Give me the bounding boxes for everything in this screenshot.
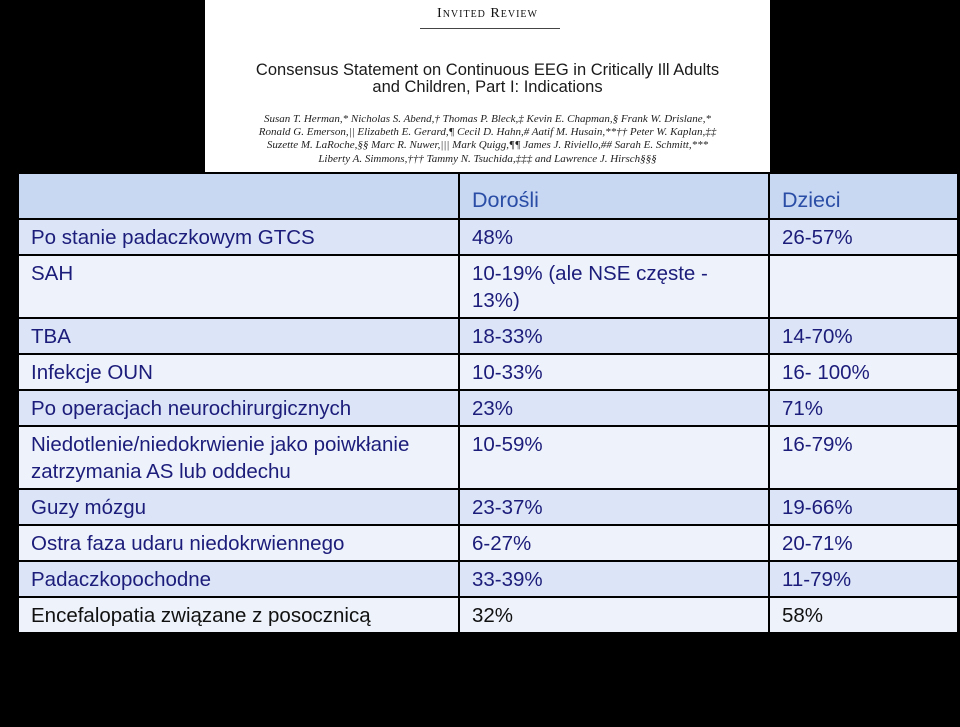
table-row (19, 427, 957, 488)
adults-value: 48% (460, 220, 770, 254)
author-line: Suzette M. LaRoche,§§ Marc R. Nuwer,||| Mark Quigg,¶¶ James J. Riviello,## Sarah E. Schmitt,*** (266, 139, 709, 152)
adults-value: 10-59% (460, 427, 770, 488)
row-label: SAH (19, 256, 460, 317)
adults-value: 32% (460, 598, 770, 632)
table-row (19, 598, 957, 632)
children-value: 58% (770, 598, 957, 632)
table-row (19, 355, 957, 389)
row-label: TBA (19, 319, 460, 353)
kicker-rule (420, 28, 560, 29)
paper-title-line: Consensus Statement on Continuous EEG in Critically Ill Adults (255, 61, 720, 79)
children-value (770, 256, 957, 317)
table-header-row (19, 174, 957, 218)
header-cell-children: Dzieci (770, 174, 957, 218)
paper-title-line: and Children, Part I: Indications (372, 78, 603, 96)
row-label: Ostra faza udaru niedokrwiennego (19, 526, 460, 560)
children-value: 16-79% (770, 427, 957, 488)
adults-value: 23-37% (460, 490, 770, 524)
author-line: Liberty A. Simmons,††† Tammy N. Tsuchida,‡‡‡ and Lawrence J. Hirsch§§§ (318, 152, 657, 165)
row-label: Padaczkopochodne (19, 562, 460, 596)
adults-value: 6-27% (460, 526, 770, 560)
adults-value: 18-33% (460, 319, 770, 353)
row-label: Encefalopatia związane z posocznicą (19, 598, 460, 632)
row-label: Infekcje OUN (19, 355, 460, 389)
children-value: 26-57% (770, 220, 957, 254)
adults-value: 23% (460, 391, 770, 425)
author-line: Ronald G. Emerson,|| Elizabeth E. Gerard,¶ Cecil D. Hahn,# Aatif M. Husain,**†† Peter W. Kaplan,‡‡ (258, 126, 717, 139)
table-row (19, 256, 957, 317)
table-row (19, 391, 957, 425)
row-label: Po operacjach neurochirurgicznych (19, 391, 460, 425)
header-cell-empty (19, 174, 460, 218)
children-value: 14-70% (770, 319, 957, 353)
table-row (19, 319, 957, 353)
author-line: Susan T. Herman,* Nicholas S. Abend,† Thomas P. Bleck,‡ Kevin E. Chapman,§ Frank W. Drislane,* (264, 113, 711, 125)
incidence-table (19, 172, 957, 634)
adults-value: 10-33% (460, 355, 770, 389)
row-label: Guzy mózgu (19, 490, 460, 524)
children-value: 11-79% (770, 562, 957, 596)
children-value: 71% (770, 391, 957, 425)
table-row (19, 526, 957, 560)
adults-value: 10-19% (ale NSE częste - 13%) (460, 256, 770, 317)
adults-value: 33-39% (460, 562, 770, 596)
row-label: Niedotlenie/niedokrwienie jako poiwkłanie zatrzymania AS lub oddechu (19, 427, 460, 488)
row-label: Po stanie padaczkowym GTCS (19, 220, 460, 254)
children-value: 20-71% (770, 526, 957, 560)
paper-title (215, 62, 760, 96)
paper-authors (223, 113, 752, 166)
paper-header-image (205, 0, 770, 172)
paper-kicker: Invited Review (437, 6, 538, 21)
children-value: 19-66% (770, 490, 957, 524)
table-row (19, 220, 957, 254)
children-value: 16- 100% (770, 355, 957, 389)
table-row (19, 490, 957, 524)
header-cell-adults: Dorośli (460, 174, 770, 218)
table-row (19, 562, 957, 596)
